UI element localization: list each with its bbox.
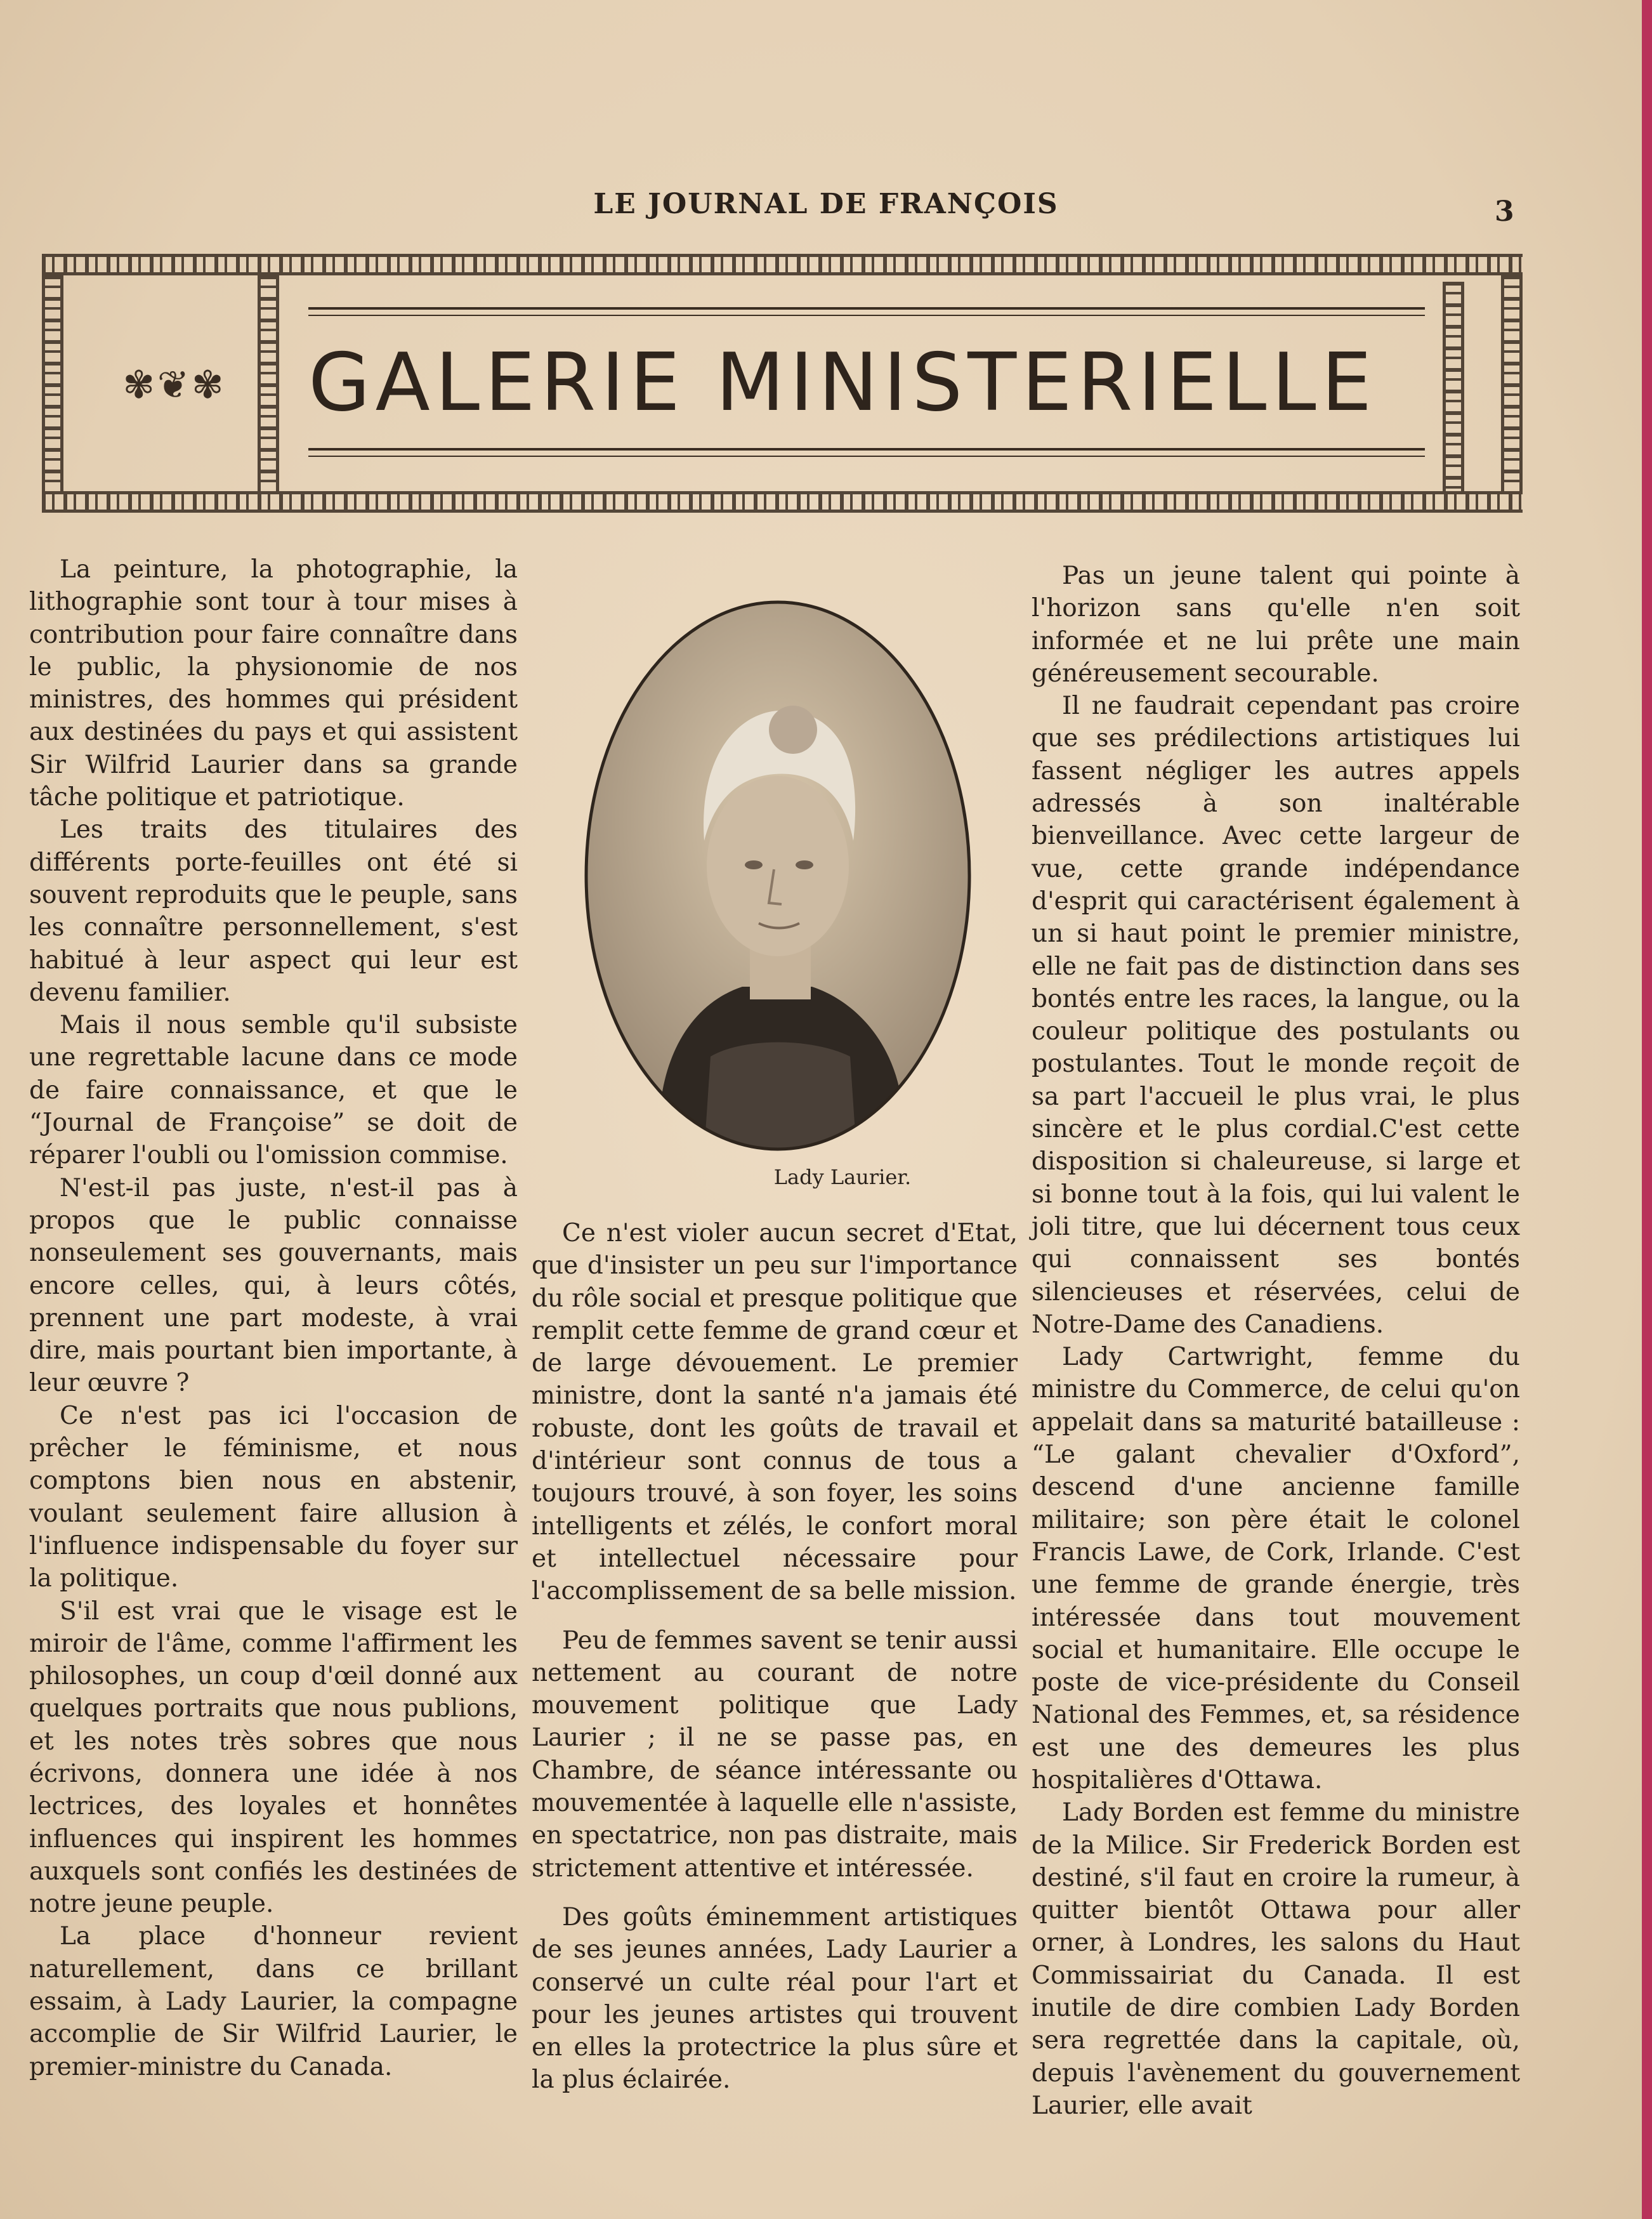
greek-key-border-left (42, 275, 63, 491)
title-rule-bottom (308, 448, 1425, 451)
running-title: LE JOURNAL DE FRANÇOIS (593, 188, 1059, 220)
portrait-caption: Lady Laurier. (773, 1165, 912, 1189)
title-rule-top (308, 307, 1425, 310)
binding-edge (1642, 0, 1652, 2219)
floral-ornament-icon: ✾❦✾ (122, 363, 226, 407)
paragraph: Lady Borden est femme du ministre de la Milice. Sir Frederick Borden est destiné, s'il faut en croire la rumeur, à quitter bientôt Ottawa pour aller orner, à Londres, les salons du Haut Commissairiat du Canada. Il est inutile de dire combien Lady Borden sera regrettée dans la capitale, où, depuis l'avènement du gouvernement Laurier, elle avait (1032, 1798, 1520, 2120)
paragraph: Mais il nous semble qu'il subsiste une regrettable lacune dans ce mode de faire connaissance, et que le “Journal de Françoise” se doit de réparer l'oubli ou l'omission commise. (29, 1011, 518, 1170)
paragraph: La peinture, la photographie, la lithographie sont tour à tour mises à contribution pour faire connaître dans le public, la physionomie de nos ministres, des hommes qui président aux destinées du pays et qui assistent Sir Wilfrid Laurier dans sa grande tâche politique et patriotique. (29, 555, 518, 812)
banner-title: GALERIE MINISTERIELLE (308, 336, 1377, 429)
column-right (1032, 560, 1520, 2122)
paragraph: Ce n'est pas ici l'occasion de prêcher le féminisme, et nous comptons bien nous en abstenir, voulant seulement faire allusion à l'influence indispensable du foyer sur la politique. (29, 1401, 518, 1593)
greek-key-border-top (42, 254, 1523, 275)
paragraph: Il ne faudrait cependant pas croire que ses prédilections artistiques lui fassent négliger les autres appels adressés à son inaltérable bienveillance. Avec cette largeur de vue, cette grande indépendance d'esprit qui caractérisent également à un si haut point le premier ministre, elle ne fait pas de distinction dans ses bontés entre les races, la langue, ou la couleur politique des postulants ou postulantes. Tout le monde reçoit de sa part l'accueil le plus vrai, le plus sincère et le plus cordial.C'est cette disposition si chaleureuse, si large et si bonne tout à la fois, qui lui valent le joli titre, que lui décernent tous ceux qui connaissent ses bontés silencieuses et réservées, celui de Notre-Dame des Canadiens. (1032, 692, 1520, 1339)
portrait-lady-laurier (584, 600, 972, 1152)
greek-key-divider-left (258, 275, 279, 491)
page-number: 3 (1495, 195, 1514, 228)
paragraph: Lady Cartwright, femme du ministre du Commerce, de celui qu'on appelait dans sa maturité batailleuse : “Le galant chevalier d'Oxford”, descend d'une ancienne famille militaire; son père était le colonel Francis Lawe, de Cork, Irlande. C'est une femme de grande énergie, très intéressée dans tout mouvement social et humanitaire. Elle occupe le poste de vice-présidente du Conseil National des Femmes, et, sa résidence est une des demeures les plus hospitalières d'Ottawa. (1032, 1343, 1520, 1794)
title-banner (42, 254, 1523, 513)
paragraph: Ce n'est violer aucun secret d'Etat, que d'insister un peu sur l'importance du rôle social et presque politique que remplit cette femme de grand cœur et de large dévouement. Le premier ministre, dont la santé n'a jamais été robuste, dont les goûts de travail et d'intérieur sont connus de tous a toujours trouvé, à son foyer, les soins intelligents et zélés, le confort moral et intellectuel nécessaire pour l'accomplissement de sa belle mission. (532, 1219, 1018, 1606)
paragraph: La place d'honneur revient naturellement, dans ce brillant essaim, à Lady Laurier, la compagne accomplie de Sir Wilfrid Laurier, le premier-ministre du Canada. (29, 1922, 518, 2081)
greek-key-border-right (1501, 275, 1523, 491)
title-rule-bottom-thin (308, 456, 1425, 457)
paragraph: Peu de femmes savent se tenir aussi nettement au courant de notre mouvement politique que Lady Laurier ; il ne se passe pas, en Chambre, de séance intéressante ou mouvementée à laquelle elle n'assiste, en spectatrice, non pas distraite, mais strictement attentive et intéressée. (532, 1626, 1018, 1883)
title-rule-top-thin (308, 315, 1425, 316)
paragraph: N'est-il pas juste, n'est-il pas à propos que le public connaisse nonseulement ses gouvernants, mais encore celles, qui, à leurs côtés, prennent une part modeste, à vrai dire, mais pourtant bien importante, à leur œuvre ? (29, 1173, 518, 1398)
paragraph: Pas un jeune talent qui pointe à l'horizon sans qu'elle n'en soit informée et ne lui prête une main généreusement secourable. (1032, 562, 1520, 688)
column-middle (532, 1217, 1018, 2097)
column-left (29, 553, 518, 2083)
paragraph: S'il est vrai que le visage est le miroir de l'âme, comme l'affirment les philosophes, un coup d'œil donné aux quelques portraits que nous publions, et les notes très sobres que nous écrivons, donnera une idée à nos lectrices, des loyales et honnêtes influences qui inspirent les hommes auxquels sont confiés les destinées de notre jeune peuple. (29, 1597, 518, 1919)
paragraph: Les traits des titulaires des différents porte-feuilles ont été si souvent reproduits que le peuple, sans les connaître personnellement, s'est habitué à leur aspect qui leur est devenu familier. (29, 815, 518, 1007)
greek-key-border-bottom (42, 491, 1523, 513)
paragraph: Des goûts éminemment artistiques de ses jeunes années, Lady Laurier a conservé un culte réal pour l'art et pour les jeunes artistes qui trouvent en elles la protectrice la plus sûre et la plus éclairée. (532, 1902, 1018, 2095)
